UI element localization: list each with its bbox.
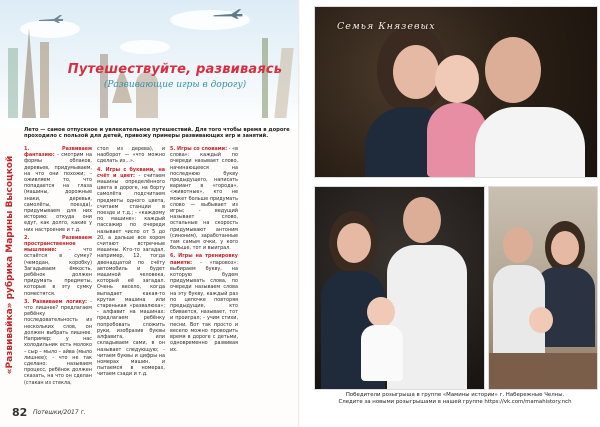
article-column-3 [170,146,238,355]
travel-hero-illustration [0,0,300,128]
contest-winners-line: Победители розыгрыша в группе «Мамины истории» г. Набережные Челны. [345,392,565,398]
photo-baby-outfit [361,325,403,381]
eiffel-tower-silhouette [22,28,36,118]
photo-baby-face [367,297,395,327]
photo-man-face [403,197,441,243]
dome-silhouette [136,72,158,118]
section-heading: 1. Развиваем фантазию: [24,146,92,159]
section-heading: 6. Игры на тренировку памяти: [170,253,238,266]
page-footer [12,406,132,420]
family-photo-portrait [314,186,485,390]
section-heading: 3. Развиваем логику: [24,298,88,305]
section-heading: 5. Игры со словами: [170,146,228,152]
palm-tree-silhouette [262,38,268,118]
statue-of-liberty-silhouette [8,48,18,118]
photo-woman-face [393,45,439,99]
rubric-vertical-label: «Развивайка» рубрика Марины Высоцкой [5,155,15,375]
section-text: - смотрим на формы облаков, деревьев, придумываем, на что они похожи; - оживляем то, что попадается на глаза (машины, дорожные знаки, деревья, самолёты, поезда), придумываем для них историю: откуда они едут, как долго, какие у них настроение и т.д. [24,152,92,233]
family-photo-couch [488,186,598,390]
photo-woman-face [337,223,371,263]
photo-baby-face [529,307,553,333]
photo-man-face [503,227,533,263]
section-heading: 4. Игры с буквами, на счёт и цвет: [97,166,165,179]
section-text: - что лишнее? предлагаем ребёнку последовательность из нескольких слов, он должен выбрать лишнее. Например: у нас холодильник есть молоко – сыр – мыло – айва (мыло лишнее); - что не так сделано: называем процесс, ребёнок должен сказать, на что он сделан (стакан из стекла, [24,298,92,386]
page-number: 82 [12,406,28,419]
photo-man-shirt [475,107,585,177]
section-text: - «в слова»: каждый по очереди называет слово, начинающееся на последнюю букву предыдущего, написать вариант в «города», «животные», кто не может больше придумать слово — выбывает из игры; - ведущий называет слово, остальные на скорость придумывают антоним (синоним), заработанные там самым очки, у кого больше, тот и выиграл. [170,146,238,252]
family-photo-kiss [314,6,598,178]
photo-woman-face [551,231,579,265]
photo-baby-face [435,55,479,103]
contest-group-link-line: Следите за новыми розыгрышами в нашей группе https://vk.com/mamahistory.nch [338,399,572,405]
intro-paragraph: Лето — самое отпускное и увлекательное путешествий. Для того чтобы время в дороге проходило с пользой для детей, привожу примеры развивающих игр и занятий. [24,127,290,140]
photo-caption: Семья Князевых [337,21,436,32]
contest-footer [314,392,596,406]
magazine-name: Потешки/2017 г. [33,409,86,416]
hero-title: Путешествуйте, развиваясь [67,62,283,77]
big-ben-silhouette [40,42,49,118]
section-text: - считаем машины определённого цвета в дороге, на борту самолёта подсчитаем предметы одного цвета, считаем станции в поезде и т.д.; - «каждому по машине»: каждый пассажир по очереди называет число от 5 до 20, а дальше все хором считают встречные машины. Кто-то загадал, например, 12, тогда двенадцатой по счёту автомобиль и будет машиной человека, который её загадал. Очень весело, когда выпадает какая-то крутая машина или старенькая «развалюха»; - алфавит на машинах: предлагаем ребёнку попробовать сложить руки, изобразив буквы алфавита, или складываем сами, в он называет следующую; - читаем буквы и цифры на номерах машин, и пытаемся в номерах, читаем сзади и т.д. [97,172,165,378]
section-text: стол из дерева), и наоборот — «что можно сделать из...». [97,146,165,165]
section-text: - «паровоз»: выбираем букву, на которую будем придумывать слова, по очереди называем слова на эту букву, каждый раз по цепочке повторяя предыдущие, кто сбивается, называет, тот и проиграл; - учим стихи, песни. Вот так просто и весело можно проводить время в дороге с детьми, одновременно развивая их. [170,259,238,353]
hero-subtitle: (Развивающие игры в дорогу) [103,80,247,90]
right-page [300,0,600,427]
airplane-icon [212,8,244,20]
photo-couch [489,353,597,389]
section-text: - что остаётся в сумку? (чемодан, коробку) Загадываем ёмкость, ребёнок должен придумать предметы, которые в эту сумку поместятся. [24,247,92,297]
photo-man-face [485,37,541,103]
airplane-icon [38,14,64,24]
article-column-2 [97,146,165,380]
article-column-1 [24,146,92,388]
section-heading: 2. Развиваем пространственное мышление: [24,234,92,254]
